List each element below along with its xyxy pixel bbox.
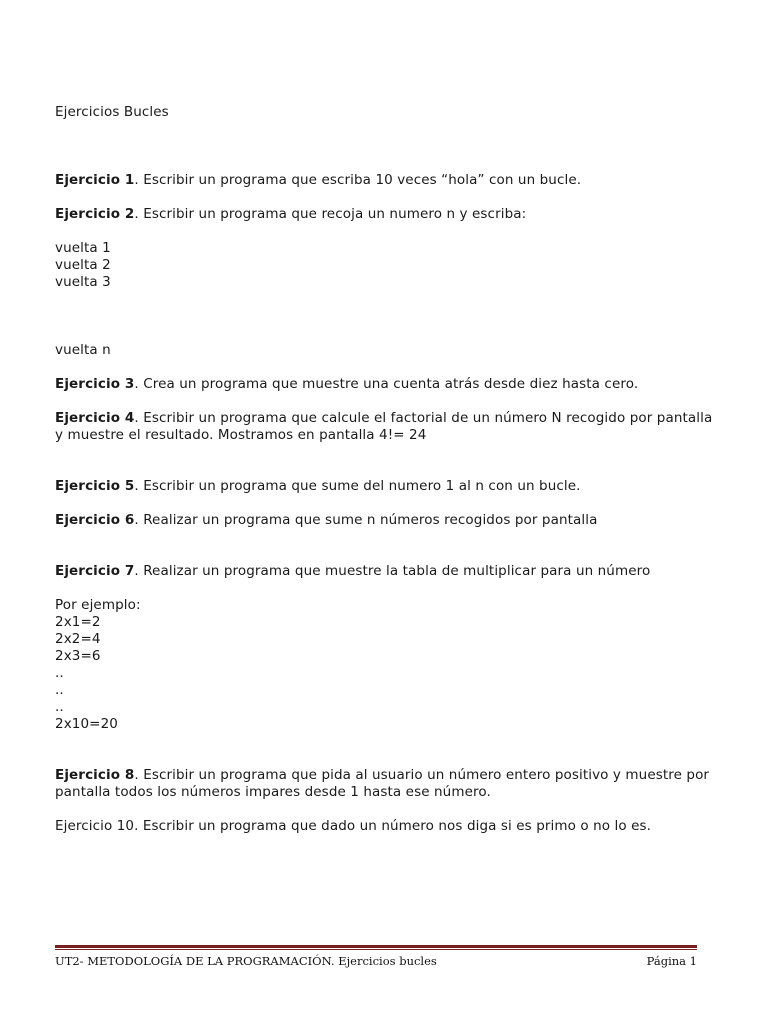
example-line: 2x1=2 bbox=[55, 614, 101, 630]
exercise-label: Ejercicio 3 bbox=[55, 376, 135, 392]
exercise-text: . Realizar un programa que sume n números recogidos por pantalla bbox=[134, 512, 598, 528]
exercise-text: . Escribir un programa que calcule el factorial de un número N recogido por pantalla y muestre el resultado. Mostramos en pantalla 4!= 24 bbox=[55, 410, 713, 443]
exercise-text: . Realizar un programa que muestre la tabla de multiplicar para un número bbox=[134, 563, 651, 579]
footer-rule bbox=[55, 945, 697, 948]
document-body bbox=[55, 104, 715, 835]
example-line: .. bbox=[55, 682, 64, 698]
exercise-text: . Escribir un programa que recoja un numero n y escriba: bbox=[134, 206, 527, 222]
example-line: vuelta 3 bbox=[55, 274, 111, 290]
exercise-4 bbox=[55, 410, 715, 444]
example-line: vuelta 1 bbox=[55, 240, 111, 256]
example-line: 2x2=4 bbox=[55, 631, 101, 647]
exercise-5 bbox=[55, 478, 715, 495]
page-number: Página 1 bbox=[646, 954, 697, 968]
exercise-label: Ejercicio 1 bbox=[55, 172, 135, 188]
exercise-2 bbox=[55, 206, 715, 223]
exercise-label: Ejercicio 6 bbox=[55, 512, 135, 528]
example-line: Por ejemplo: bbox=[55, 597, 141, 613]
document-title: Ejercicios Bucles bbox=[55, 104, 169, 120]
exercise-8 bbox=[55, 767, 715, 801]
example-line: .. bbox=[55, 699, 64, 715]
exercise-6 bbox=[55, 512, 715, 529]
exercise-7 bbox=[55, 563, 715, 580]
exercise-text: . Escribir un programa que escriba 10 veces “hola” con un bucle. bbox=[134, 172, 582, 188]
example-line: vuelta 2 bbox=[55, 257, 111, 273]
exercise-text: . Escribir un programa que sume del numero 1 al n con un bucle. bbox=[134, 478, 581, 494]
example-line: vuelta n bbox=[55, 342, 111, 358]
example-line: .. bbox=[55, 665, 64, 681]
example-line: 2x3=6 bbox=[55, 648, 101, 664]
exercise-3 bbox=[55, 376, 715, 393]
exercise-label: Ejercicio 2 bbox=[55, 206, 135, 222]
exercise-text: . Escribir un programa que pida al usuario un número entero positivo y muestre por pantalla todos los números impares desde 1 hasta ese número. bbox=[55, 767, 710, 800]
exercise-label: Ejercicio 7 bbox=[55, 563, 135, 579]
exercise-label: Ejercicio 8 bbox=[55, 767, 135, 783]
footer-rule-thin bbox=[55, 949, 697, 950]
footer-title: UT2- METODOLOGÍA DE LA PROGRAMACIÓN. Ejercicios bucles bbox=[55, 954, 437, 968]
page-footer bbox=[55, 945, 697, 968]
exercise-10: Ejercicio 10. Escribir un programa que dado un número nos diga si es primo o no lo es. bbox=[55, 818, 652, 834]
example-line: 2x10=20 bbox=[55, 716, 118, 732]
exercise-1 bbox=[55, 172, 715, 189]
exercise-text: . Crea un programa que muestre una cuenta atrás desde diez hasta cero. bbox=[134, 376, 639, 392]
exercise-label: Ejercicio 5 bbox=[55, 478, 135, 494]
exercise-label: Ejercicio 4 bbox=[55, 410, 135, 426]
